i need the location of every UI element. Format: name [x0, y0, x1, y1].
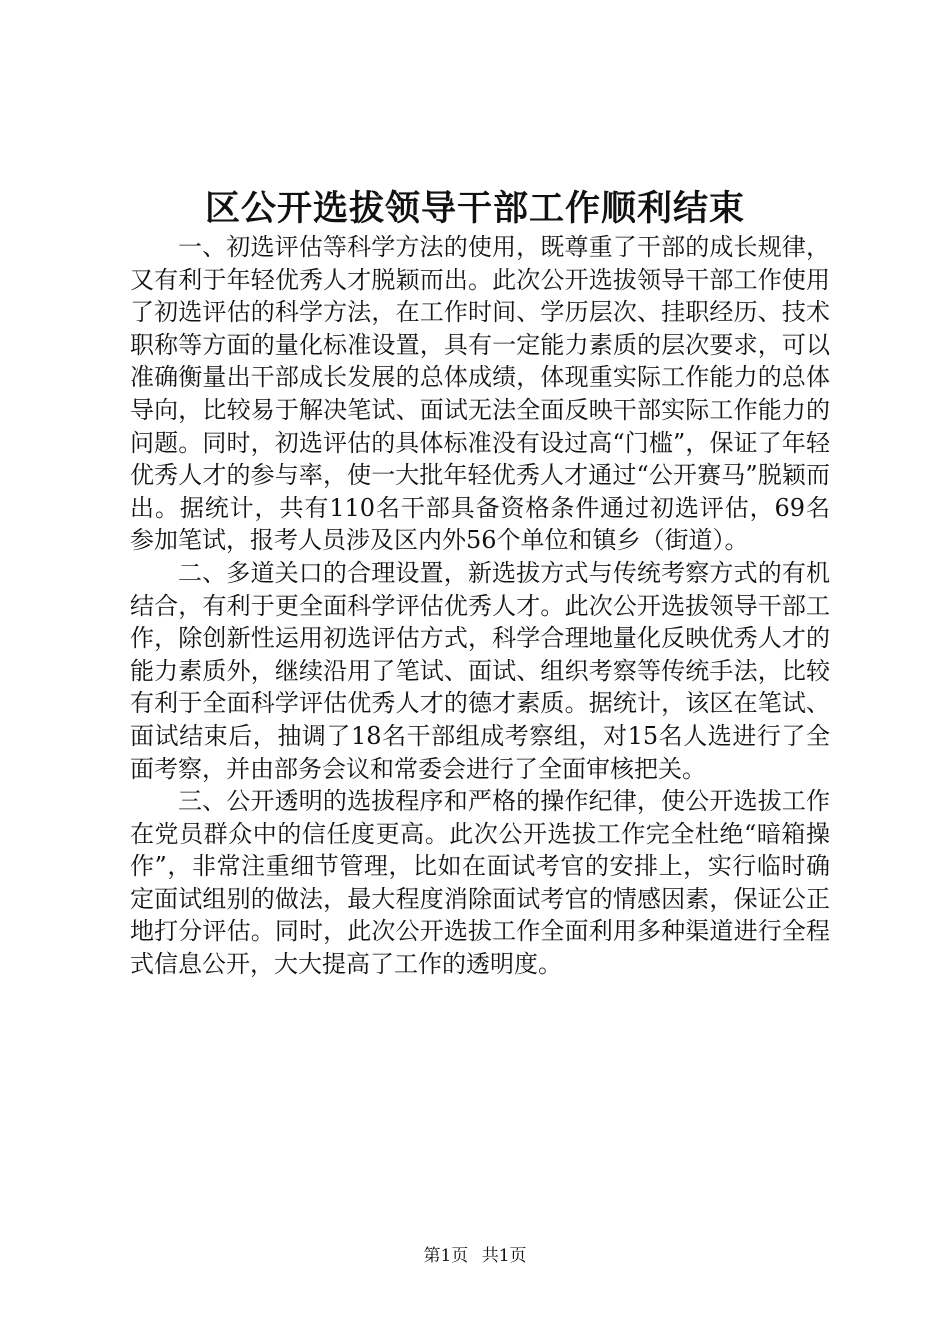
document-body: [130, 231, 830, 981]
paragraph-2: 二、多道关口的合理设置，新选拔方式与传统考察方式的有机结合，有利于更全面科学评估优秀人才。此次公开选拔领导干部工作，除创新性运用初选评估方式，科学合理地量化反映优秀人才的能力素质外，继续沿用了笔试、面试、组织考察等传统手法，比较有利于全面科学评估优秀人才的德才素质。据统计，该区在笔试、面试结束后，抽调了18名干部组成考察组，对15名人选进行了全面考察，并由部务会议和常委会进行了全面审核把关。: [130, 558, 830, 783]
paragraph-3: 三、公开透明的选拔程序和严格的操作纪律，使公开选拔工作在党员群众中的信任度更高。此次公开选拔工作完全杜绝“暗箱操作”，非常注重细节管理，比如在面试考官的安排上，实行临时确定面试组别的做法，最大程度消除面试考官的情感因素，保证公正地打分评估。同时，此次公开选拔工作全面利用多种渠道进行全程式信息公开，大大提高了工作的透明度。: [130, 787, 830, 979]
page-total: 共1页: [481, 1246, 527, 1266]
document-title: 区公开选拔领导干部工作顺利结束: [204, 188, 745, 229]
page-footer: [0, 1244, 950, 1268]
paragraph-1: 一、初选评估等科学方法的使用，既尊重了干部的成长规律，又有利于年轻优秀人才脱颖而出。此次公开选拔领导干部工作使用了初选评估的科学方法，在工作时间、学历层次、挂职经历、技术职称等方面的量化标准设置，具有一定能力素质的层次要求，可以准确衡量出干部成长发展的总体成绩，体现重实际工作能力的总体导向，比较易于解决笔试、面试无法全面反映干部实际工作能力的问题。同时，初选评估的具体标准没有设过高“门槛”，保证了年轻优秀人才的参与率，使一大批年轻优秀人才通过“公开赛马”脱颖而出。据统计，共有110名干部具备资格条件通过初选评估，69名参加笔试，报考人员涉及区内外56个单位和镇乡（街道）。: [130, 233, 830, 555]
page-number: 第1页: [423, 1246, 469, 1266]
